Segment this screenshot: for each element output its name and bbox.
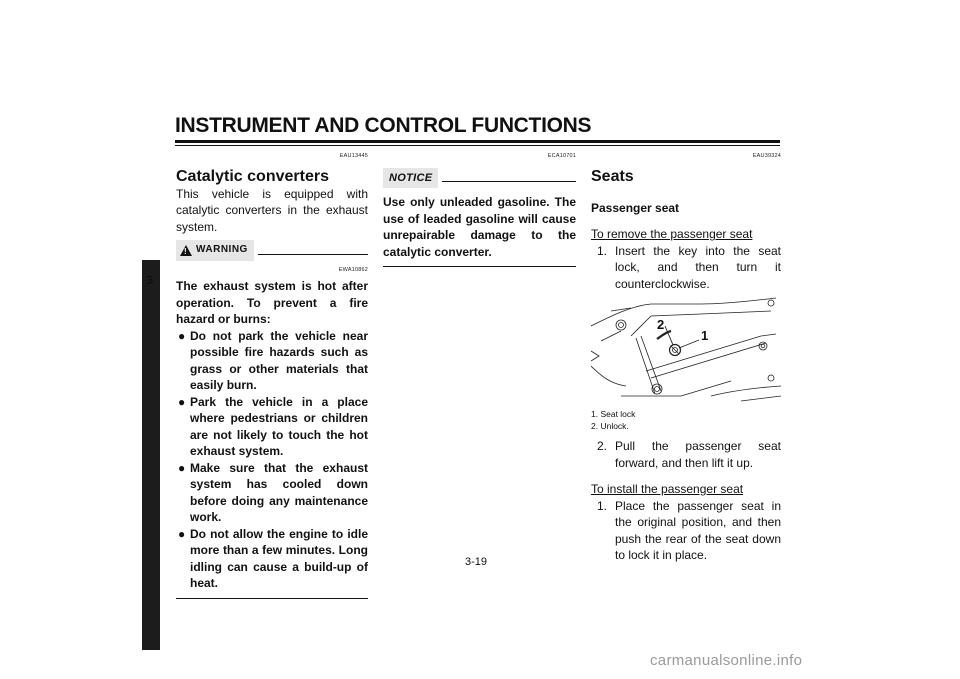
figure-captions — [591, 408, 781, 432]
remove-step-1: 1. Insert the key into the seat lock, and then turn it counterclockwise. — [597, 243, 781, 291]
bullet-icon: ● — [178, 460, 186, 475]
bullet-icon: ● — [178, 328, 186, 343]
remove-heading: To remove the passenger seat — [591, 227, 753, 241]
warning-lead: The exhaust system is hot after operation. To prevent a fire hazard or burns: — [176, 279, 368, 326]
section-title-catalytic: Catalytic converters — [176, 167, 329, 185]
warning-triangle-icon: ! — [180, 245, 192, 256]
warning-end-rule — [176, 598, 368, 599]
page-header-title: INSTRUMENT AND CONTROL FUNCTIONS — [175, 114, 592, 137]
section-code: EAU13445 — [339, 153, 368, 159]
warning-bullets — [176, 328, 368, 592]
column-catalytic-converters — [176, 148, 368, 599]
side-tab — [140, 140, 160, 650]
bullet-icon: ● — [178, 526, 186, 541]
warning-header — [176, 240, 368, 261]
watermark: carmanualsonline.info — [650, 652, 803, 669]
install-heading: To install the passenger seat — [591, 482, 744, 496]
bullet-icon: ● — [178, 394, 186, 409]
install-step-1: 1. Place the passenger seat in the original position, and then push the rear of the seat down to lock it in place. — [597, 498, 781, 562]
intro-text: This vehicle is equipped with catalytic converters in the exhaust system. — [176, 186, 368, 234]
list-item: ● Park the vehicle in a place where pedestrians or children are not likely to touch the hot exhaust system. — [178, 394, 368, 458]
warning-rule — [258, 254, 368, 255]
section-title-seats: Seats — [591, 167, 634, 185]
chapter-number: 3 — [146, 273, 154, 287]
figure-label-1: 1 — [701, 328, 709, 343]
notice-rule — [442, 181, 576, 182]
notice-header — [383, 168, 576, 189]
page-number: 3-19 — [465, 556, 488, 568]
seat-lock-figure — [591, 296, 781, 406]
seats-code: EAU39324 — [752, 153, 781, 159]
caption-seat-lock: 1. Seat lock — [591, 409, 636, 419]
figure-label-2: 2 — [657, 317, 665, 332]
notice-end-rule — [383, 266, 576, 267]
notice-text: Use only unleaded gasoline. The use of leaded gasoline will cause unrepairable damage to the catalytic converter. — [383, 195, 576, 259]
column-notice — [383, 148, 576, 267]
list-item: ● Do not allow the engine to idle more than a few minutes. Long idling can cause a build-up of heat. — [178, 526, 368, 590]
header-rule-thick — [175, 140, 780, 143]
list-item: ● Do not park the vehicle near possible fire hazards such as grass or other materials that easily burn. — [178, 328, 368, 392]
warning-badge — [176, 240, 254, 261]
subtitle-passenger-seat: Passenger seat — [591, 200, 680, 215]
seat-lock-illustration — [591, 296, 781, 406]
notice-code: ECA10701 — [547, 153, 576, 159]
warning-label: WARNING — [196, 244, 248, 255]
remove-step-2: 2. Pull the passenger seat forward, and then lift it up. — [597, 439, 781, 470]
header-rule-thin — [175, 145, 780, 146]
notice-badge: NOTICE — [383, 168, 438, 189]
column-seats — [591, 148, 781, 564]
warning-code: EWA10862 — [338, 266, 368, 273]
caption-unlock: 2. Unlock. — [591, 421, 629, 431]
list-item: ● Make sure that the exhaust system has cooled down before doing any maintenance work. — [178, 460, 368, 524]
